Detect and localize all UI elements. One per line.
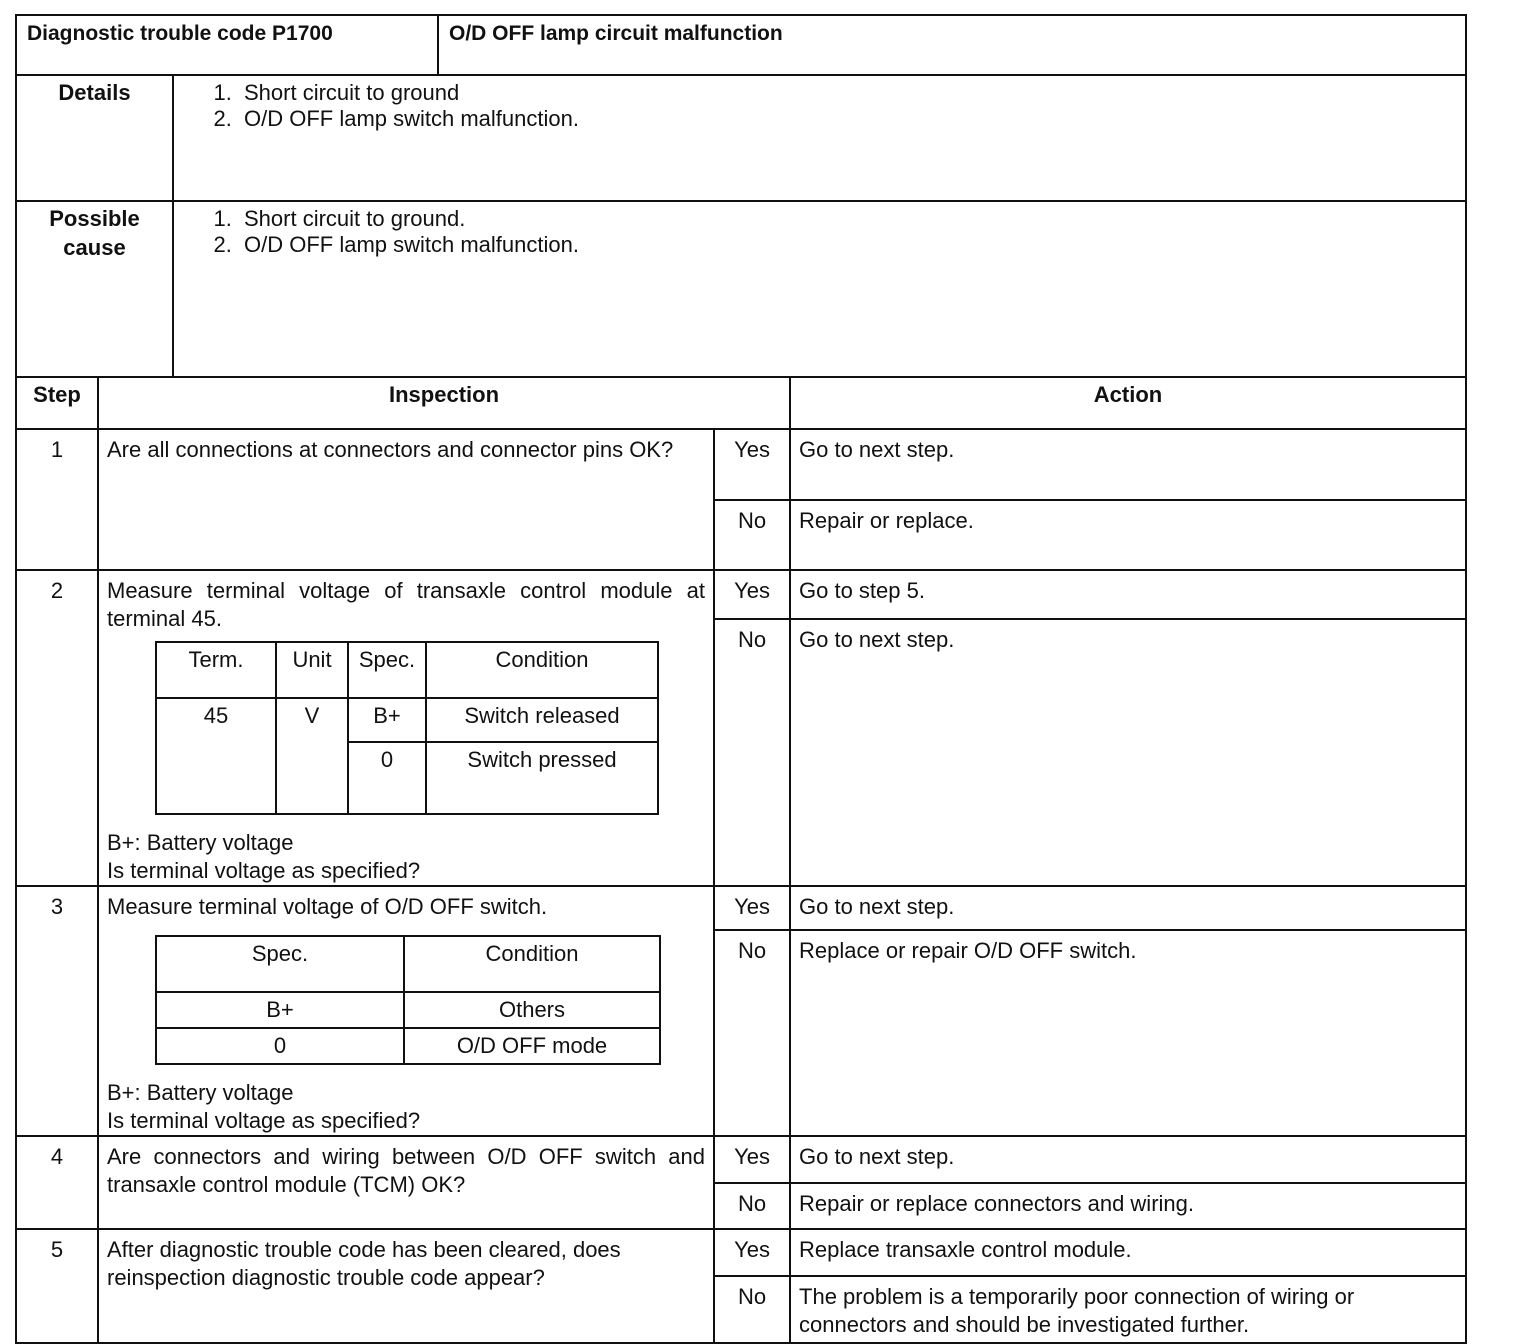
step-row (16, 570, 1466, 619)
spec-value: 0 (348, 742, 426, 814)
spec-header: Spec. (348, 642, 426, 698)
yes-action: Go to next step. (790, 1136, 1466, 1183)
step-row (16, 429, 1466, 500)
step-inspection: After diagnostic trouble code has been cleared, does reinspection diagnostic trouble code appear? (98, 1229, 714, 1343)
possible-cause-item: 1. Short circuit to ground. (238, 206, 1465, 232)
spec-condition: Switch pressed (426, 742, 658, 814)
no-label: No (714, 1183, 790, 1229)
step-inspection: Are all connections at connectors and connector pins OK? (98, 429, 714, 570)
note-question: Is terminal voltage as specified? (107, 1108, 421, 1133)
switch-spec-table (155, 935, 661, 1065)
step-number: 4 (16, 1136, 98, 1229)
no-label: No (714, 930, 790, 1136)
yes-action: Go to step 5. (790, 570, 1466, 619)
step-row (16, 1229, 1466, 1276)
yes-label: Yes (714, 570, 790, 619)
step-number: 3 (16, 886, 98, 1136)
details-item: 2. O/D OFF lamp switch malfunction. (238, 106, 1465, 132)
spec-unit: V (276, 698, 348, 814)
step-inspection: Are connectors and wiring between O/D OFF switch and transaxle control module (TCM) OK? (98, 1136, 714, 1229)
possible-cause-list (173, 201, 1466, 377)
step-inspection (98, 570, 714, 886)
inspection-text: Measure terminal voltage of transaxle control module at terminal 45. (107, 578, 705, 631)
yes-label: Yes (714, 429, 790, 500)
yes-label: Yes (714, 886, 790, 930)
yes-label: Yes (714, 1229, 790, 1276)
spec-header: Condition (426, 642, 658, 698)
spec-header: Spec. (156, 936, 404, 992)
step-row (16, 1136, 1466, 1183)
header-table (15, 14, 1467, 76)
possible-cause-label-line2: cause (63, 235, 126, 260)
possible-cause-label-line1: Possible (49, 206, 140, 231)
column-inspection: Inspection (98, 377, 790, 429)
note-battery: B+: Battery voltage (107, 1080, 294, 1105)
spec-value: B+ (348, 698, 426, 742)
spec-condition: Switch released (426, 698, 658, 742)
details-label: Details (16, 75, 173, 201)
details-list (173, 75, 1466, 201)
terminal-spec-table (155, 641, 659, 815)
spec-value: B+ (156, 992, 404, 1028)
note-battery: B+: Battery voltage (107, 830, 294, 855)
step-number: 1 (16, 429, 98, 570)
possible-cause-item: 2. O/D OFF lamp switch malfunction. (238, 232, 1465, 258)
no-label: No (714, 500, 790, 570)
spec-header: Condition (404, 936, 660, 992)
spec-header: Unit (276, 642, 348, 698)
column-step: Step (16, 377, 98, 429)
details-item: 1. Short circuit to ground (238, 80, 1465, 106)
step-number: 5 (16, 1229, 98, 1343)
yes-action: Go to next step. (790, 886, 1466, 930)
yes-action: Replace transaxle control module. (790, 1229, 1466, 1276)
spec-condition: O/D OFF mode (404, 1028, 660, 1064)
yes-label: Yes (714, 1136, 790, 1183)
trouble-code-label: Diagnostic trouble code P1700 (16, 15, 438, 75)
step-row (16, 886, 1466, 930)
no-action: The problem is a temporarily poor connection of wiring or connectors and should be investigated further. (790, 1276, 1466, 1343)
step-number: 2 (16, 570, 98, 886)
spec-condition: Others (404, 992, 660, 1028)
no-action: Repair or replace. (790, 500, 1466, 570)
column-action: Action (790, 377, 1466, 429)
step-inspection (98, 886, 714, 1136)
details-table (15, 74, 1467, 378)
steps-table (15, 376, 1467, 1344)
spec-term: 45 (156, 698, 276, 814)
no-action: Replace or repair O/D OFF switch. (790, 930, 1466, 1136)
note-question: Is terminal voltage as specified? (107, 858, 421, 883)
no-action: Repair or replace connectors and wiring. (790, 1183, 1466, 1229)
no-label: No (714, 1276, 790, 1343)
possible-cause-label (16, 201, 173, 377)
spec-header: Term. (156, 642, 276, 698)
yes-action: Go to next step. (790, 429, 1466, 500)
no-action: Go to next step. (790, 619, 1466, 886)
spec-value: 0 (156, 1028, 404, 1064)
trouble-code-title: O/D OFF lamp circuit malfunction (438, 15, 1466, 75)
inspection-text: Measure terminal voltage of O/D OFF switch. (107, 894, 548, 919)
no-label: No (714, 619, 790, 886)
diagnostic-document (15, 14, 1467, 1344)
